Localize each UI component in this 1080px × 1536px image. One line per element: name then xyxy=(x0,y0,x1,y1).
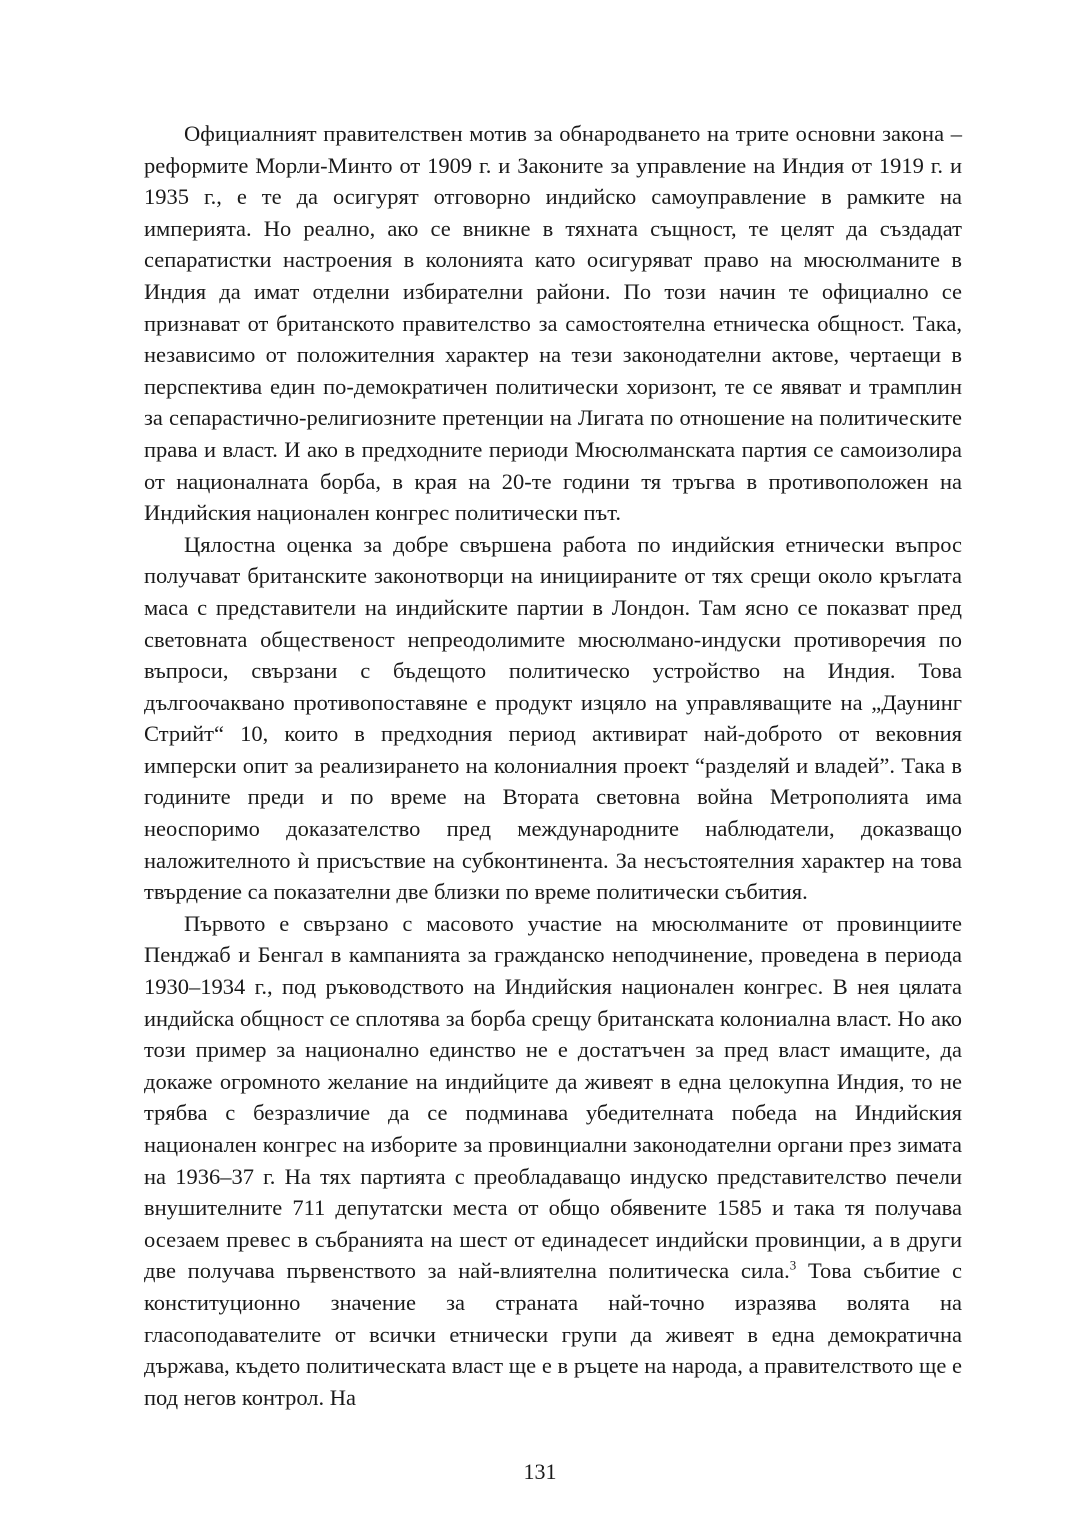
page-number: 131 xyxy=(523,1459,557,1484)
paragraph-1: Официалният правителствен мотив за обнародването на трите основни закона – реформите Морли-Минто от 1909 г. и Законите за управление на Индия от 1919 г. и 1935 г., е те да осигурят отговорно индийско самоуправление в рамките на империята. Но реално, ако се вникне в тяхната същност, те целят да създадат сепаратистки настроения в колонията като осигуряват право на мюсюлманите в Индия да имат отделни избирателни райони. По този начин те официално се признават от британското правителство за самостоятелна етническа общност. Така, независимо от положителния характер на тези законодателни актове, чертаещи в перспектива един по-демократичен политически хоризонт, те се явяват и трамплин за сепарастично-религиозните претенции на Лигата по отношение на политическите права и власт. И ако в предходните периоди Мюсюлманската партия се самоизолира от националната борба, в края на 20-те години тя тръгва в противоположен на Индийския национален конгрес политически път. xyxy=(144,121,962,526)
paragraph-2: Цялостна оценка за добре свършена работа по индийския етнически въпрос получават британските законотворци на инициираните от тях срещи около кръглата маса с представители на индийските партии в Лондон. Там ясно се показват пред световната общественост непреодолимите мюсюлмано-индуски противоречия по въпроси, свързани с бъдещото политическо устройство на Индия. Това дългоочаквано противопоставяне е продукт изцяло на управляващите на „Даунинг Стрийт“ 10, които в предходния период активират най-доброто от вековния имперски опит за реализирането на колониалния проект “разделяй и владей”. Така в годините преди и по време на Втората световна война Метрополията има неоспоримо доказателство пред международните наблюдатели, доказващо наложителното ѝ присъствие на субконтинента. За несъстоятелния характер на това твърдение са показателни две близки по време политически събития. xyxy=(144,531,962,905)
paragraph-3 xyxy=(144,908,962,1414)
body-text xyxy=(144,118,962,1413)
footnote-reference[interactable]: 3 xyxy=(789,1257,797,1273)
paragraph-3-text-after: Това събитие с конституционно значение за страната най-точно изразява волята на гласоподавателите от всички етнически групи да живеят в една демократична държава, където политическата власт ще е в ръцете на народа, а правителството ще е под негов контрол. На xyxy=(144,1258,962,1410)
paragraph-3-text-before: Първото е свързано с масовото участие на мюсюлманите от провинциите Пенджаб и Бенгал в кампанията за гражданско неподчинение, проведена в периода 1930–1934 г., под ръководството на Индийския национален конгрес. В нея цялата индийска общност се сплотява за борба срещу британската колониална власт. Но ако този пример за национално единство не е достатъчен за пред власт имащите, да докаже огромното желание на индийците да живеят в една целокупна Индия, то не трябва с безразличие да се подминава убедителната победа на Индийския национален конгрес на изборите за провинциални законодателни органи през зимата на 1936–37 г. На тях партията с преобладаващо индуско представителство печели внушителните 711 депутатски места от общо обявените 1585 и така тя получава осезаем превес в събранията на шест от единадесет индийски провинции, а в други две получава първенството за най-влиятелна политическа сила. xyxy=(144,910,962,1284)
